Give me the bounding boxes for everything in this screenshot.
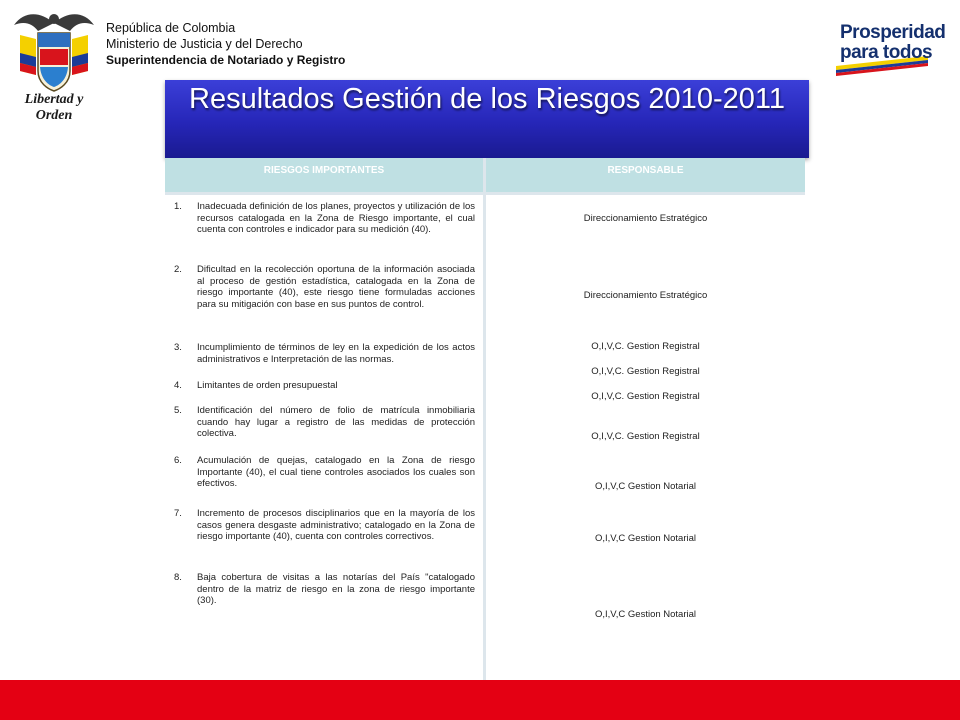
header-risks: RIESGOS IMPORTANTES <box>165 158 483 192</box>
responsible-item: O,I,V,C. Gestion Registral <box>591 366 700 377</box>
risks-table <box>165 158 805 680</box>
responsible-column <box>486 195 805 680</box>
responsible-item: O,I,V,C. Gestion Registral <box>591 391 700 402</box>
title-banner <box>165 80 809 158</box>
responsible-item: O,I,V,C. Gestion Registral <box>591 431 700 442</box>
risk-item: 7. Incremento de procesos disciplinarios que en la mayoría de los casos genera desgaste administrativo; catalogado en la Zona de riesgo importante (40), cuenta con controles correctivos. <box>174 508 475 543</box>
risk-item: 4. Limitantes de orden presupuestal <box>174 380 338 391</box>
responsible-item: O,I,V,C. Gestion Registral <box>591 341 700 352</box>
responsible-item: O,I,V,C Gestion Notarial <box>594 533 697 544</box>
risk-item: 3. Incumplimiento de términos de ley en la expedición de los actos administrativos e Interpretación de las normas. <box>174 342 475 365</box>
risk-item: 2. Dificultad en la recolección oportuna de la información asociada al proceso de gestión estadística, catalogada en la Zona de riesgo importante (40), este riesgo tiene formuladas acciones para su mitigación con base en sus puntos de control. <box>174 264 475 311</box>
header-institution-text <box>106 20 345 68</box>
brand-line-1: Prosperidad <box>840 22 946 43</box>
risk-item: 1. Inadecuada definición de los planes, proyectos y utilización de los recursos catalogada en la Zona de Riesgo importante, el cual cuenta con controles e indicador para su medición (40). <box>174 201 475 236</box>
page-title: Resultados Gestión de los Riesgos 2010-2011 <box>189 83 785 115</box>
risk-item: 6. Acumulación de quejas, catalogado en la Zona de riesgo Importante (40), el cual tiene controles asociados los cuales son efectivos. <box>174 455 475 490</box>
header-superintendency: Superintendencia de Notariado y Registro <box>106 53 346 67</box>
responsible-item: O,I,V,C Gestion Notarial <box>594 609 697 620</box>
footer-bar <box>0 680 960 720</box>
header-responsible: RESPONSABLE <box>486 158 805 192</box>
prosperidad-logo <box>832 18 946 88</box>
brand-line-2: para todos <box>840 42 933 63</box>
responsible-item: Direccionamiento Estratégico <box>583 213 708 224</box>
risks-column <box>165 195 483 680</box>
header-ministry: Ministerio de Justicia y del Derecho <box>106 37 303 51</box>
header-country: República de Colombia <box>106 21 236 35</box>
risk-item: 8. Baja cobertura de visitas a las notarías del País "catalogado dentro de la matriz de riesgo en la zona de riesgo importante (30). <box>174 572 475 607</box>
responsible-item: O,I,V,C Gestion Notarial <box>594 481 697 492</box>
risk-item: 5. Identificación del número de folio de matrícula inmobiliaria cuando hay lugar a registro de las medidas de protección colectiva. <box>174 405 475 440</box>
responsible-item: Direccionamiento Estratégico <box>583 290 708 301</box>
crest-caption: Libertad y Orden <box>24 92 84 123</box>
